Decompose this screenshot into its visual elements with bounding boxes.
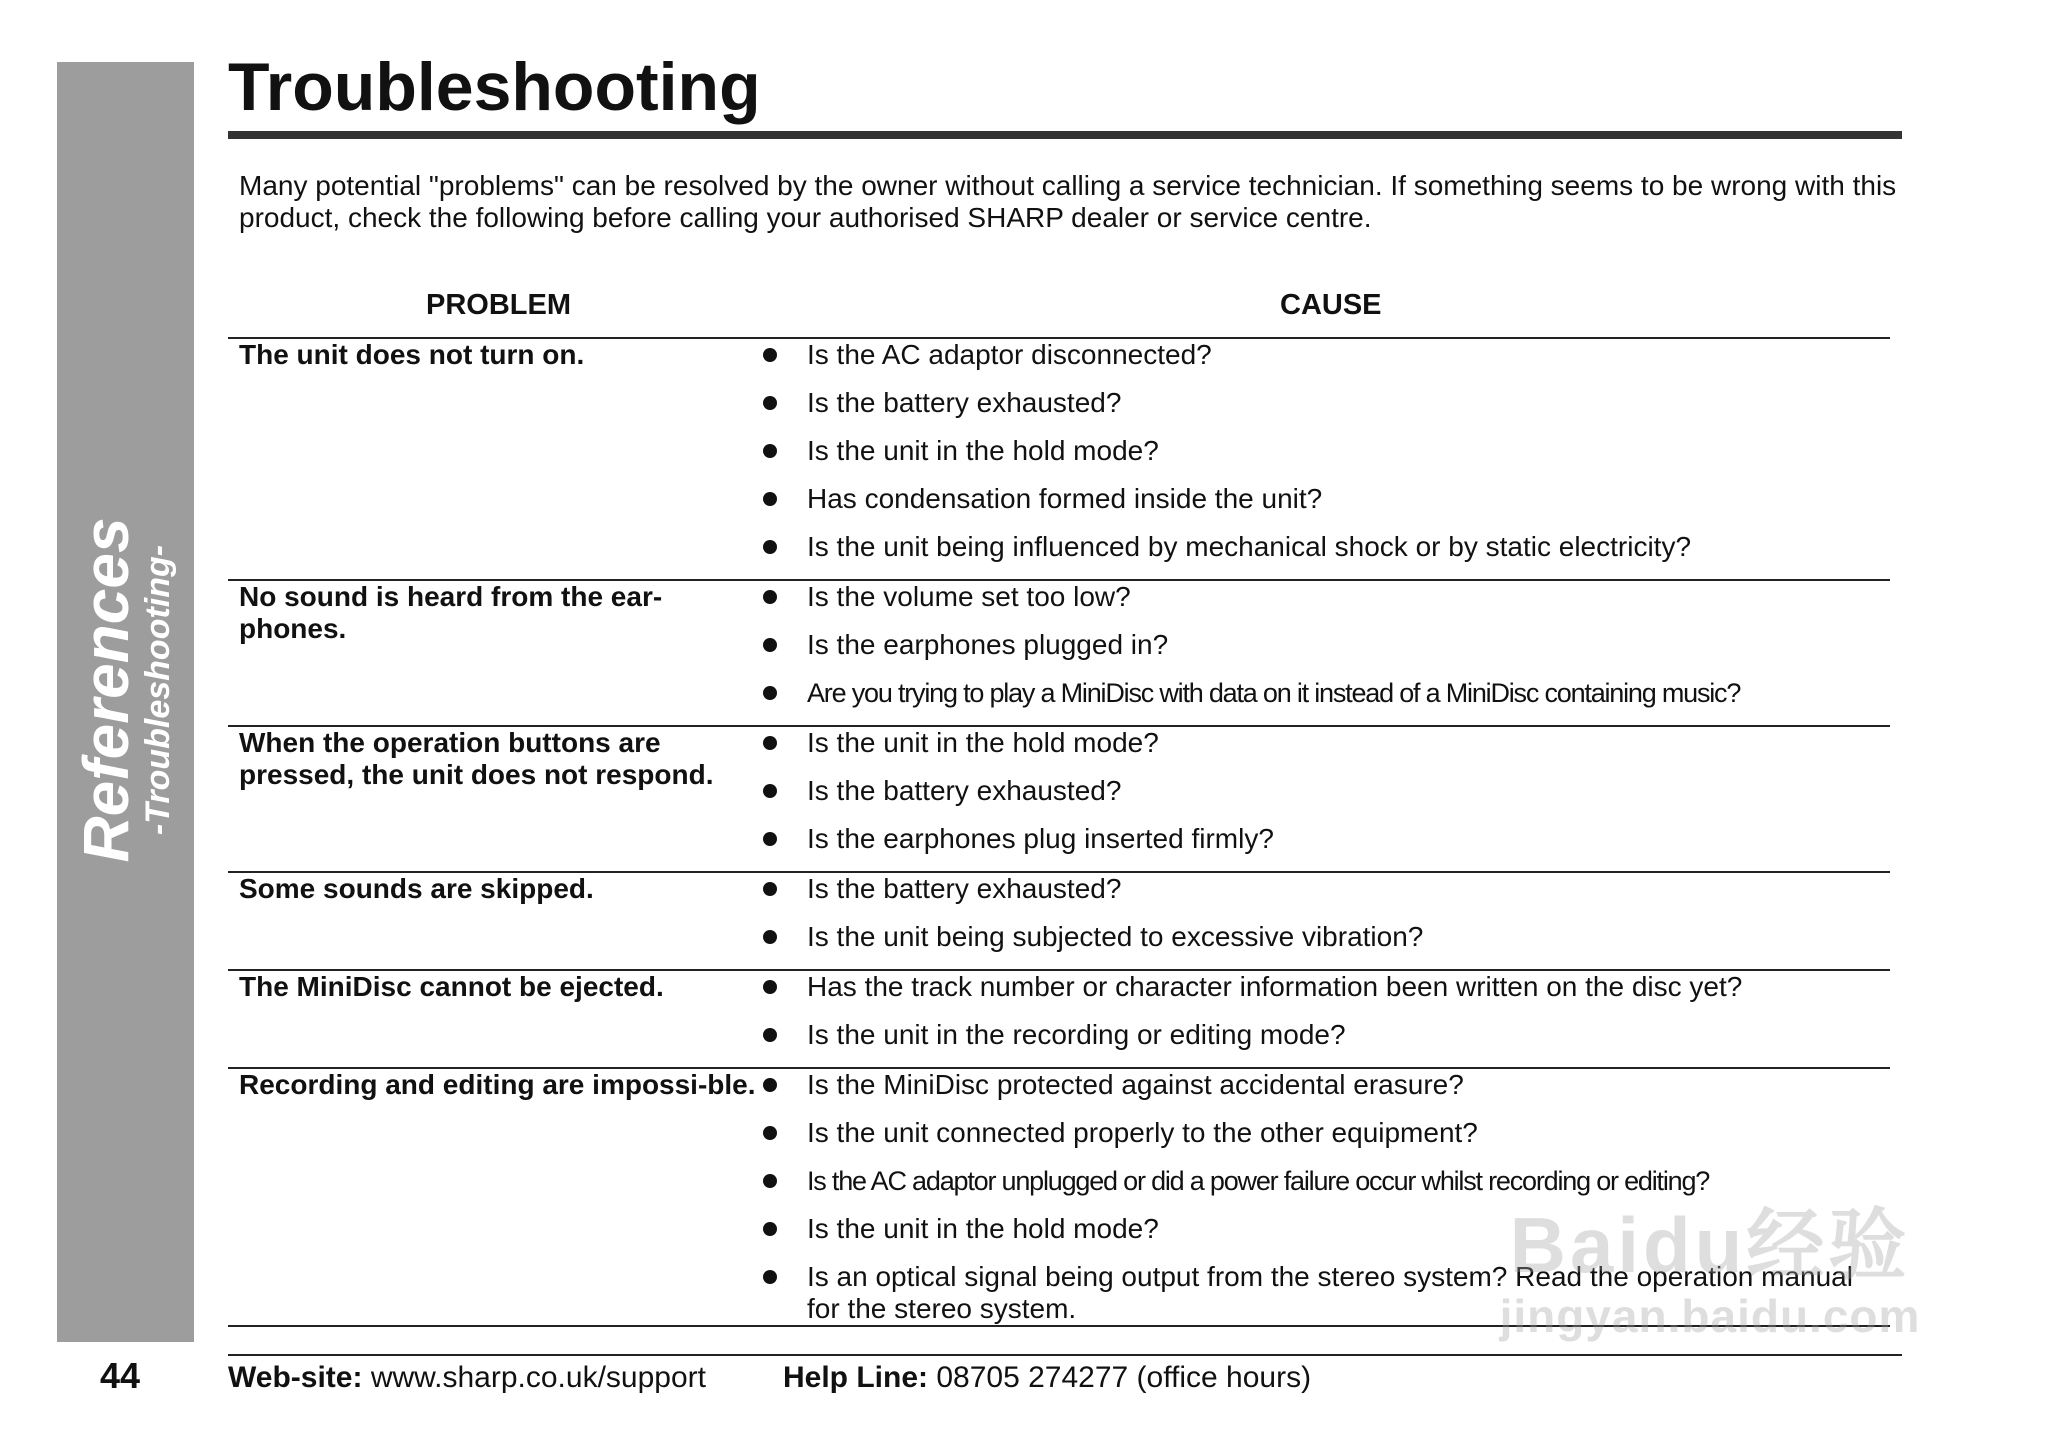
cause-item: [763, 483, 1890, 531]
bullet-icon: [763, 590, 777, 604]
bullet-icon: [763, 1078, 777, 1092]
bullet-icon: [763, 396, 777, 410]
cause-text: Is the battery exhausted?: [807, 775, 1122, 806]
bullet-icon: [763, 1126, 777, 1140]
table-row: [228, 581, 1890, 727]
bullet-icon: [763, 638, 777, 652]
cause-item: [763, 1019, 1890, 1067]
sidebar-section: References: [70, 517, 142, 863]
cause-text: Is the battery exhausted?: [807, 873, 1122, 904]
cause-text: Has condensation formed inside the unit?: [807, 483, 1323, 514]
cause-item: [763, 921, 1890, 969]
bullet-icon: [763, 784, 777, 798]
watermark-url: jingyan.baidu.com: [1499, 1290, 1921, 1342]
cause-text: Are you trying to play a MiniDisc with data on it instead of a MiniDisc containing music?: [807, 678, 1741, 708]
table-row: [228, 339, 1890, 581]
helpline-label: Help Line:: [783, 1361, 929, 1394]
cause-item: [763, 1213, 1890, 1261]
bullet-icon: [763, 686, 777, 700]
problem-text: Some sounds are skipped.: [239, 873, 594, 904]
bullet-icon: [763, 736, 777, 750]
cause-item: [763, 435, 1890, 483]
cause-text: Is the battery exhausted?: [807, 387, 1122, 418]
cause-text: Is the AC adaptor unplugged or did a power failure occur whilst recording or editing?: [807, 1166, 1710, 1196]
cause-list: [763, 339, 1890, 579]
cause-item: [763, 823, 1890, 871]
cause-list: [763, 971, 1890, 1067]
cause-text: Is an optical signal being output from the stereo system? Read the operation manual for the stereo system.: [807, 1261, 1853, 1324]
website-link[interactable]: www.sharp.co.uk/support: [370, 1361, 706, 1394]
helpline-number: 08705 274277 (office hours): [936, 1361, 1312, 1394]
cause-text: Is the unit in the hold mode?: [807, 435, 1159, 466]
bullet-icon: [763, 980, 777, 994]
website-label: Web-site:: [228, 1361, 363, 1394]
footer-helpline: [783, 1358, 1311, 1398]
cause-text: Is the volume set too low?: [807, 581, 1131, 612]
bullet-icon: [763, 1028, 777, 1042]
cause-item: [763, 775, 1890, 823]
cause-column-header: CAUSE: [1280, 289, 1382, 321]
bullet-icon: [763, 882, 777, 896]
cause-text: Is the unit connected properly to the other equipment?: [807, 1117, 1478, 1148]
cause-item: [763, 1069, 1890, 1117]
bullet-icon: [763, 1270, 777, 1284]
cause-item: [763, 581, 1890, 629]
table-row: [228, 971, 1890, 1069]
watermark-logo: Baidu经验: [1509, 1201, 1911, 1289]
bullet-icon: [763, 930, 777, 944]
cause-list: [763, 1069, 1890, 1325]
cause-text: Is the earphones plug inserted firmly?: [807, 823, 1274, 854]
cause-text: Is the unit being subjected to excessive vibration?: [807, 921, 1424, 952]
footer-website: [228, 1358, 706, 1398]
bullet-icon: [763, 1222, 777, 1236]
cause-item: [763, 531, 1890, 579]
sidebar-label: [70, 517, 177, 863]
cause-list: [763, 581, 1890, 725]
table-row: [228, 1069, 1890, 1327]
cause-text: Has the track number or character information been written on the disc yet?: [807, 971, 1743, 1002]
cause-item: [763, 629, 1890, 677]
problem-text: The MiniDisc cannot be ejected.: [239, 971, 664, 1002]
bullet-icon: [763, 540, 777, 554]
problem-text: When the operation buttons are pressed, the unit does not respond.: [239, 727, 714, 790]
cause-text: Is the MiniDisc protected against accidental erasure?: [807, 1069, 1464, 1100]
cause-item: [763, 677, 1890, 725]
problem-text: No sound is heard from the ear-phones.: [239, 581, 663, 644]
table-row: [228, 873, 1890, 971]
table-row: [228, 727, 1890, 873]
cause-text: Is the unit being influenced by mechanical shock or by static electricity?: [807, 531, 1692, 562]
cause-item: [763, 1261, 1890, 1325]
title-underline: [228, 131, 1902, 139]
troubleshooting-table: [228, 339, 1890, 1327]
cause-item: [763, 339, 1890, 387]
cause-item: [763, 971, 1890, 1019]
bullet-icon: [763, 348, 777, 362]
cause-list: [763, 873, 1890, 969]
cause-text: Is the unit in the hold mode?: [807, 1213, 1159, 1244]
cause-text: Is the unit in the hold mode?: [807, 727, 1159, 758]
footer-divider: [228, 1354, 1902, 1356]
problem-text: The unit does not turn on.: [239, 339, 585, 370]
page-number: 44: [100, 1355, 141, 1396]
intro-paragraph: Many potential "problems" can be resolved by the owner without calling a service technician. If something seems to be wrong with this product, check the following before calling your authorised SHARP dealer or service centre.: [239, 170, 1897, 233]
cause-text: Is the earphones plugged in?: [807, 629, 1169, 660]
sidebar-subsection: -Troubleshooting-: [139, 544, 177, 836]
cause-item: [763, 727, 1890, 775]
cause-list: [763, 727, 1890, 871]
problem-column-header: PROBLEM: [426, 289, 571, 321]
problem-text: Recording and editing are impossi-ble.: [239, 1069, 756, 1100]
cause-text: Is the unit in the recording or editing mode?: [807, 1019, 1346, 1050]
bullet-icon: [763, 1174, 777, 1188]
cause-text: Is the AC adaptor disconnected?: [807, 339, 1212, 370]
bullet-icon: [763, 492, 777, 506]
bullet-icon: [763, 832, 777, 846]
cause-item: [763, 1117, 1890, 1165]
cause-item: [763, 873, 1890, 921]
cause-item: [763, 1165, 1890, 1213]
bullet-icon: [763, 444, 777, 458]
page-title: Troubleshooting: [228, 49, 761, 125]
cause-item: [763, 387, 1890, 435]
